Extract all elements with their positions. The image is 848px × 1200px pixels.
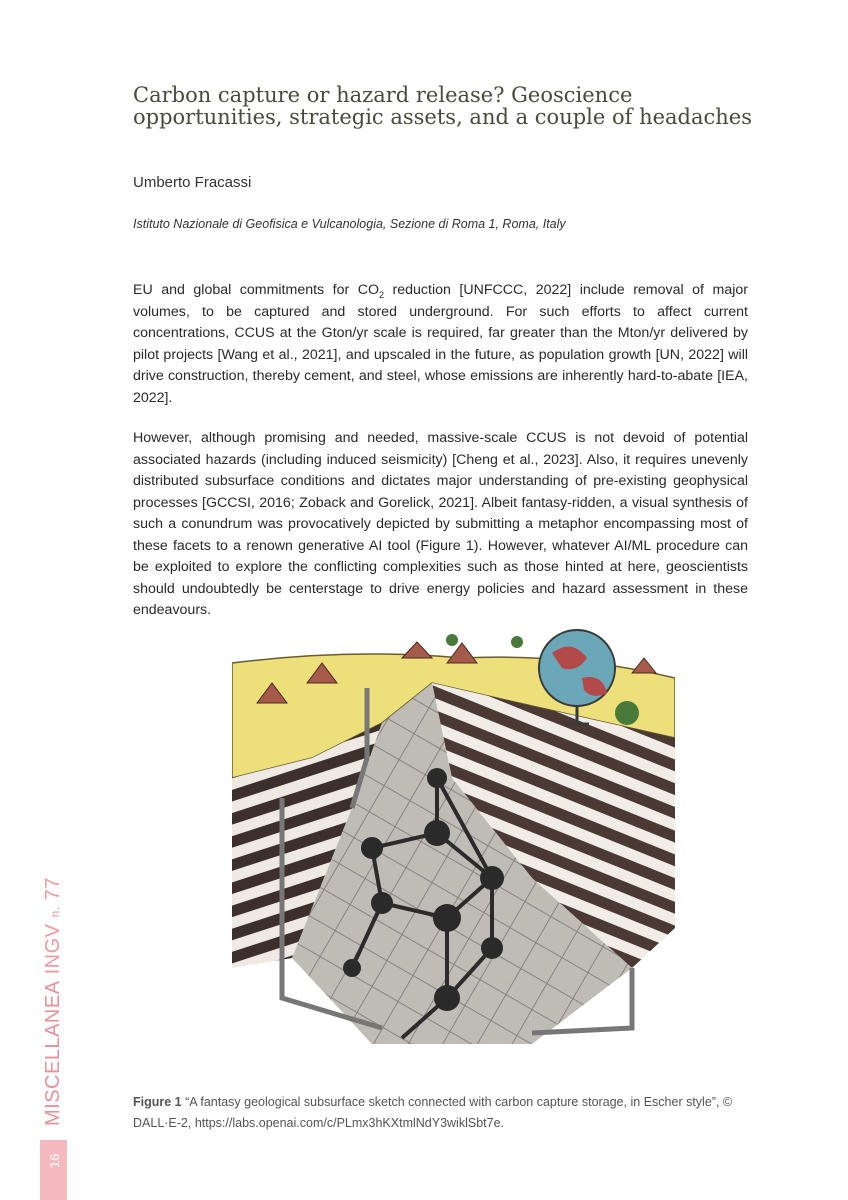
issue-prefix: n. [48, 906, 62, 918]
author-name: Umberto Fracassi [133, 174, 252, 191]
paragraph-1-rest: reduction [UNFCCC, 2022] include removal of major volumes, to be captured and stored underground. For such efforts to affect current concentrations, CCUS at the Gton/yr scale is required, far greater than the Mton/yr delivered by pilot projects [Wang et al., 2021], and upscaled in the future, as population growth [UN, 2022] will drive construction, thereby cement, and steel, whose emissions are inherently hard-to-abate [IEA, 2022]. [133, 282, 748, 406]
journal-series: INGV [42, 917, 64, 981]
caption-label: Figure 1 [133, 1095, 182, 1109]
paragraph-1-start: EU and global commitments for CO [133, 282, 379, 298]
subsurface-sketch-illustration [232, 628, 675, 1044]
page-number: 16 [47, 1153, 62, 1168]
journal-sidebar-label [42, 877, 65, 1126]
page-number-bar [40, 1140, 67, 1200]
paragraph-1 [133, 280, 748, 409]
caption-text: “A fantasy geological subsurface sketch connected with carbon capture storage, in Escher style”, © DALL·E-2, https://labs.openai.com/c/PLmx3hKXtmlNdY3wiklSbt7e. [133, 1095, 733, 1130]
issue-number: 77 [42, 877, 64, 907]
paper-title: Carbon capture or hazard release? Geoscience opportunities, strategic assets, and a couple of headaches [133, 83, 752, 129]
co2-subscript: 2 [379, 289, 385, 300]
figure-1-caption [133, 1092, 753, 1134]
author-affiliation: Istituto Nazionale di Geofisica e Vulcanologia, Sezione di Roma 1, Roma, Italy [133, 217, 566, 231]
figure-1-image [232, 628, 675, 1044]
paragraph-2: However, although promising and needed, massive-scale CCUS is not devoid of potential associated hazards (including induced seismicity) [Cheng et al., 2023]. Also, it requires unevenly distributed subsurface conditions and dictates major understanding of pre-existing geophysical processes [GCCSI, 2016; Zoback and Gorelick, 2021]. Albeit fantasy-ridden, a visual synthesis of such a conundrum was provocatively depicted by submitting a metaphor encompassing most of these facets to a renown generative AI tool (Figure 1). However, whatever AI/ML procedure can be exploited to explore the conflicting complexities such as those hinted at here, geoscientists should undoubtedly be centerstage to drive energy policies and hazard assessment in these endeavours. [133, 430, 748, 618]
journal-name: MISCELLANEA [42, 980, 64, 1126]
